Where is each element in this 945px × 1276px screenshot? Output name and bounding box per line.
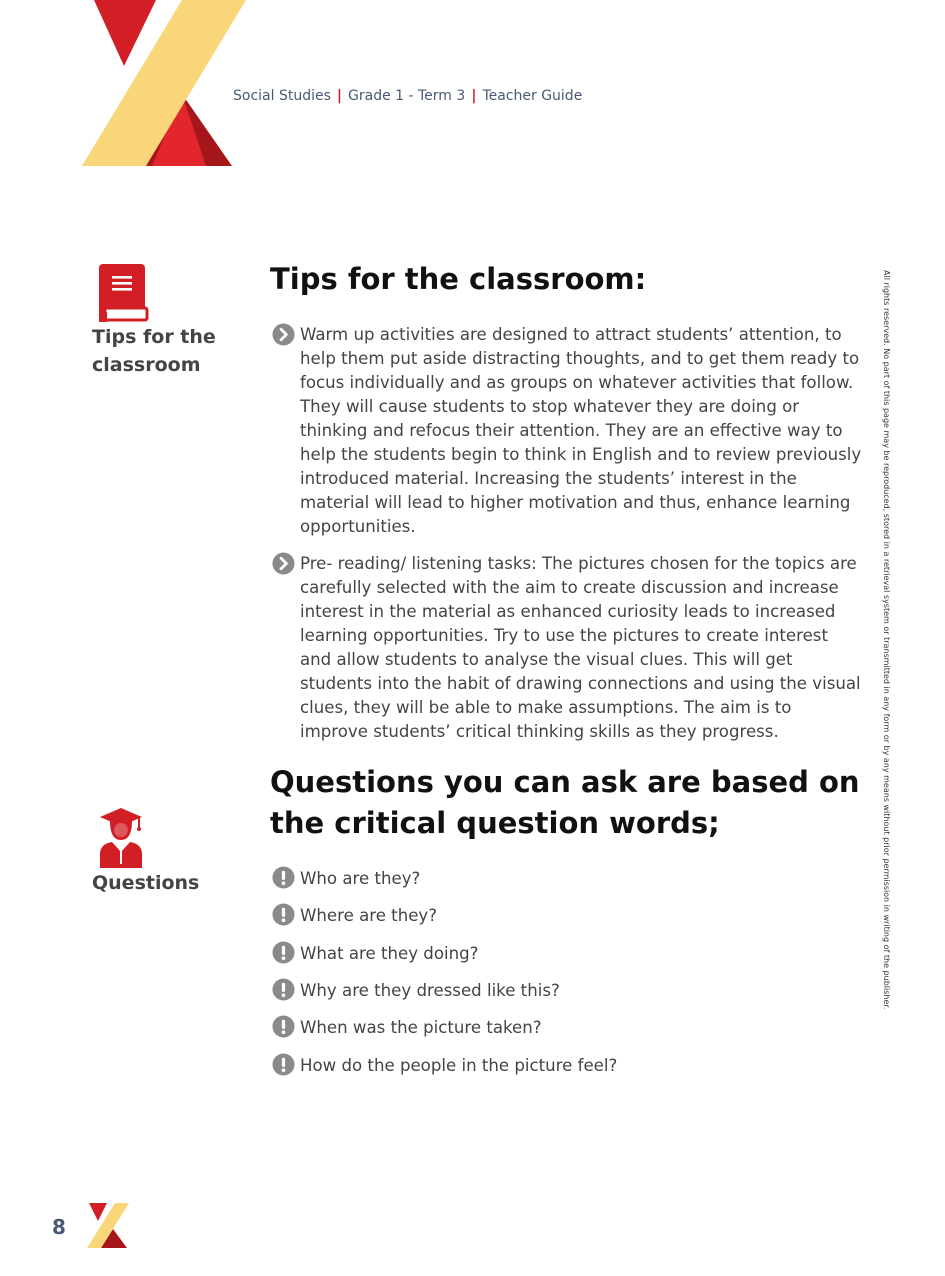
breadcrumb bbox=[233, 88, 582, 104]
breadcrumb-subject: Social Studies bbox=[233, 88, 331, 104]
questions-heading bbox=[270, 762, 860, 844]
question-item bbox=[272, 1053, 772, 1081]
question-text: How do the people in the picture feel? bbox=[300, 1056, 618, 1075]
copyright-text: All rights reserved. No part of this page may be reproduced, stored in a retrieval system or transmitted in any form or by any means without prior permission in writing of the publisher. bbox=[882, 270, 891, 1010]
tips-bullet-1 bbox=[272, 323, 862, 539]
question-item bbox=[272, 941, 772, 969]
question-text: What are they doing? bbox=[300, 944, 479, 963]
question-text: Why are they dressed like this? bbox=[300, 981, 560, 1000]
chevron-circle-icon bbox=[272, 323, 295, 346]
tips-paragraph-2: Pre- reading/ listening tasks: The pictures chosen for the topics are carefully selected with the aim to create discussion and increase interest in the material as enhanced curiosity leads to increased learning opportunities. Try to use the pictures to create interest and allow students to analyse the visual clues. This will get students into the habit of drawing connections and using the visual clues, they will be able to make assumptions. The aim is to improve students’ critical thinking skills as they progress. bbox=[300, 554, 861, 741]
tips-sidebar-label bbox=[92, 323, 216, 379]
question-item bbox=[272, 1015, 772, 1043]
chevron-circle-icon bbox=[272, 552, 295, 575]
questions-heading-line2: the critical question words; bbox=[270, 806, 720, 840]
tips-bullet-2 bbox=[272, 552, 862, 744]
exclamation-circle-icon bbox=[272, 941, 295, 964]
exclamation-circle-icon bbox=[272, 866, 295, 889]
question-text: Where are they? bbox=[300, 906, 438, 925]
brand-logo-small-icon bbox=[87, 1203, 129, 1248]
questions-sidebar-label: Questions bbox=[92, 872, 200, 894]
tips-heading: Tips for the classroom: bbox=[270, 262, 647, 296]
graduate-icon bbox=[98, 806, 144, 868]
question-text: Who are they? bbox=[300, 869, 421, 888]
brand-logo-icon bbox=[82, 0, 252, 166]
questions-heading-line1: Questions you can ask are based on bbox=[270, 765, 860, 799]
book-icon bbox=[97, 262, 149, 324]
question-text: When was the picture taken? bbox=[300, 1018, 542, 1037]
exclamation-circle-icon bbox=[272, 1053, 295, 1076]
exclamation-circle-icon bbox=[272, 978, 295, 1001]
breadcrumb-separator: | bbox=[336, 88, 343, 104]
exclamation-circle-icon bbox=[272, 903, 295, 926]
question-item bbox=[272, 978, 772, 1006]
question-item bbox=[272, 903, 772, 931]
tips-sidebar-label-line1: Tips for the bbox=[92, 326, 216, 348]
tips-paragraph-1: Warm up activities are designed to attract students’ attention, to help them put aside distracting thoughts, and to get them ready to focus individually and as groups on whatever activities that follow. They will cause students to stop whatever they are doing or thinking and refocus their attention. They are an effective way to help the students begin to think in English and to review previously introduced material. Increasing the students’ interest in the material will lead to higher motivation and thus, enhance learning opportunities. bbox=[300, 325, 862, 536]
breadcrumb-grade: Grade 1 - Term 3 bbox=[348, 88, 466, 104]
copyright-notice bbox=[880, 270, 892, 1008]
exclamation-circle-icon bbox=[272, 1015, 295, 1038]
question-item bbox=[272, 866, 772, 894]
breadcrumb-separator: | bbox=[471, 88, 477, 104]
tips-sidebar-label-line2: classroom bbox=[92, 354, 201, 376]
page-number: 8 bbox=[52, 1215, 66, 1239]
breadcrumb-guide: Teacher Guide bbox=[482, 88, 583, 104]
